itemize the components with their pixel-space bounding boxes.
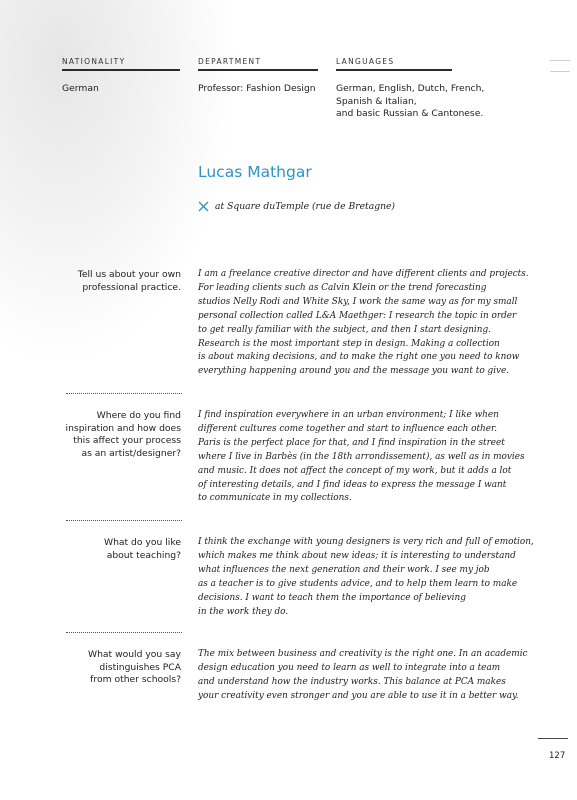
- answer-line: to communicate in my collections.: [198, 493, 352, 504]
- question-line: Tell us about your own: [77, 269, 181, 280]
- question-line: inspiration and how does: [65, 422, 181, 434]
- question-2: [30, 410, 181, 461]
- nationality-value: German: [62, 83, 99, 94]
- cross-icon: [198, 201, 209, 212]
- answer-3: [198, 536, 534, 619]
- question-line: What would you say: [88, 649, 181, 660]
- languages-value: [336, 83, 484, 121]
- answer-line: your creativity even stronger and you are able to use it in a better way.: [198, 690, 519, 701]
- answer-line: and understand how the industry works. This balance at PCA makes: [198, 676, 506, 687]
- answer-line: is about making decisions, and to make the right one you need to know: [198, 352, 520, 363]
- person-name: Lucas Mathgar: [198, 163, 312, 181]
- languages-line: German, English, Dutch, French,: [336, 83, 485, 94]
- edge-tick: [550, 60, 570, 61]
- languages-label: LANGUAGES: [336, 57, 395, 66]
- question-line: as an artist/designer?: [81, 448, 181, 460]
- answer-line: I think the exchange with young designers is very rich and full of emotion,: [198, 537, 534, 547]
- question-line: distinguishes PCA: [99, 661, 181, 673]
- question-1: [30, 269, 181, 294]
- answer-line: as a teacher is to give students advice, and to help them learn to make: [198, 578, 518, 589]
- page-number: 127: [549, 751, 566, 761]
- dotted-divider: [66, 393, 182, 394]
- dotted-divider: [66, 632, 182, 633]
- question-line: this affect your process: [73, 435, 181, 447]
- dotted-divider: [66, 520, 182, 521]
- department-label: DEPARTMENT: [198, 57, 262, 66]
- location: [198, 201, 395, 212]
- answer-line: which makes me think about new ideas; it is interesting to understand: [198, 550, 516, 561]
- answer-line: what influences the next generation and their work. I see my job: [198, 564, 490, 575]
- question-line: professional practice.: [82, 281, 181, 293]
- question-line: about teaching?: [106, 549, 181, 561]
- question-4: [30, 649, 181, 687]
- question-3: [30, 537, 181, 562]
- question-line: Where do you find: [96, 410, 181, 421]
- answer-line: of interesting details, and I find ideas to express the message I want: [198, 479, 507, 490]
- answer-line: Research is the most important step in design. Making a collection: [198, 338, 500, 349]
- answer-line: different cultures come together and start to influence each other.: [198, 423, 498, 434]
- department-rule: [198, 69, 318, 71]
- answer-line: and music. It does not affect the concept of my work, but it adds a lot: [198, 465, 512, 476]
- question-line: from other schools?: [90, 674, 181, 686]
- answer-1: [198, 268, 529, 379]
- answer-line: design education you need to learn as well to integrate into a team: [198, 662, 501, 673]
- answer-4: [198, 648, 528, 704]
- answer-line: studios Nelly Rodi and White Sky, I work the same way as for my small: [198, 296, 518, 307]
- answer-line: in the work they do.: [198, 606, 289, 617]
- answer-line: decisions. I want to teach them the importance of believing: [198, 592, 466, 603]
- edge-tick: [550, 71, 570, 72]
- answer-line: I find inspiration everywhere in an urban environment; I like when: [198, 410, 499, 420]
- nationality-rule: [62, 69, 180, 71]
- department-value: Professor: Fashion Design: [198, 83, 316, 94]
- answer-line: Paris is the perfect place for that, and I find inspiration in the street: [198, 437, 505, 448]
- question-line: What do you like: [104, 537, 181, 548]
- answer-line: I am a freelance creative director and have different clients and projects.: [198, 269, 529, 279]
- location-text: at Square duTemple (rue de Bretagne): [215, 201, 396, 212]
- answer-line: For leading clients such as Calvin Klein or the trend forecasting: [198, 282, 487, 293]
- answer-line: where I live in Barbès (in the 18th arrondissement), as well as in movies: [198, 451, 525, 462]
- nationality-label: NATIONALITY: [62, 57, 126, 66]
- page-number-rule: [538, 738, 568, 739]
- languages-line: and basic Russian & Cantonese.: [336, 108, 484, 119]
- answer-line: The mix between business and creativity is the right one. In an academic: [198, 649, 528, 659]
- languages-line: Spanish & Italian,: [336, 95, 417, 107]
- answer-2: [198, 409, 525, 506]
- languages-rule: [336, 69, 452, 71]
- answer-line: everything happening around you and the message you want to give.: [198, 366, 510, 377]
- answer-line: to get really familiar with the subject, and then I start designing.: [198, 324, 491, 335]
- answer-line: personal collection called L&A Maethger: I research the topic in order: [198, 310, 517, 321]
